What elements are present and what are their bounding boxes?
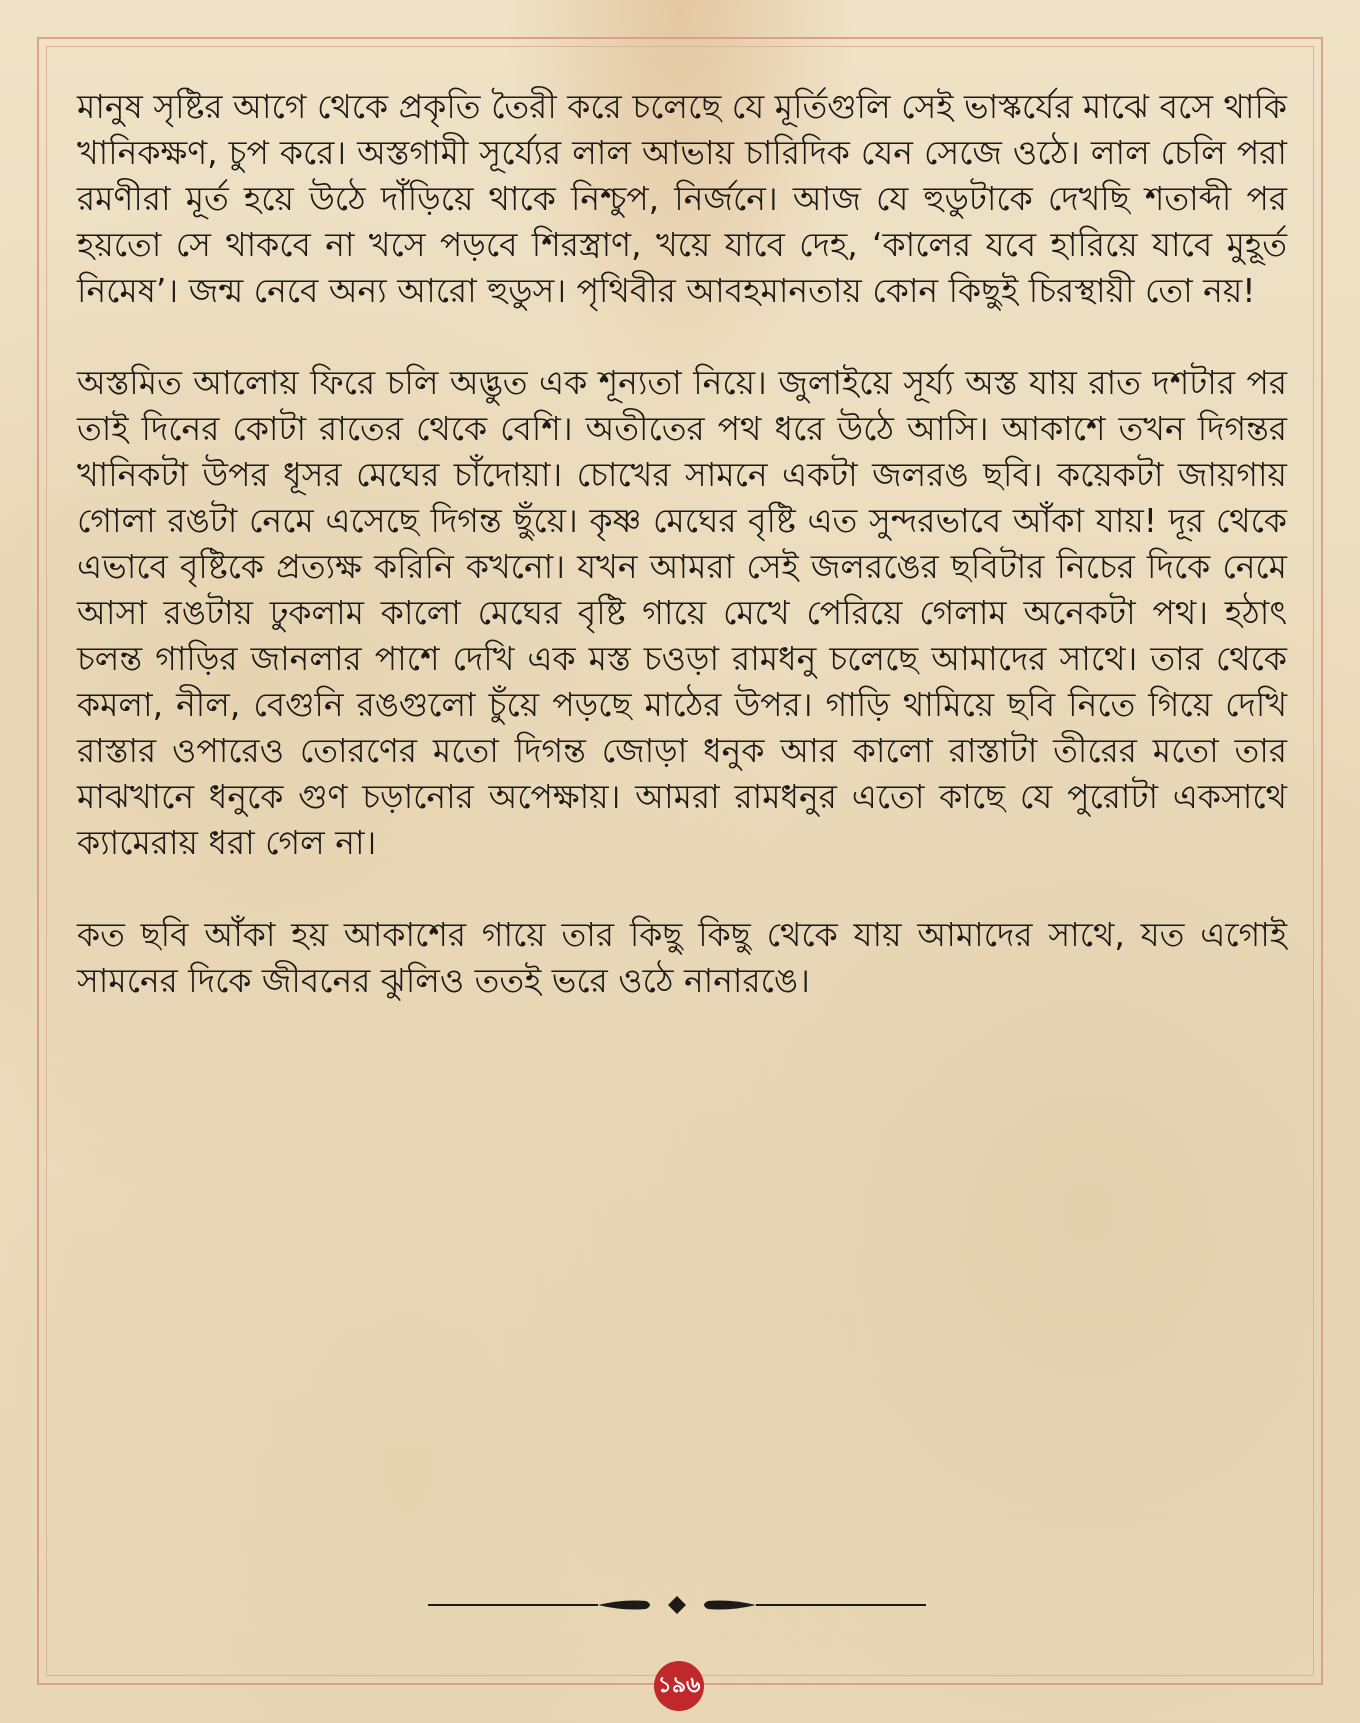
ornamental-divider <box>428 1590 926 1620</box>
paragraph-3: কত ছবি আঁকা হয় আকাশের গায়ে তার কিছু কিছু থেকে যায় আমাদের সাথে, যত এগোই সামনের দিকে জীবনের ঝুলিও ততই ভরে ওঠে নানারঙে। <box>77 915 1287 1000</box>
body-text <box>77 84 1287 1050</box>
paragraph-2: অস্তমিত আলোয় ফিরে চলি অদ্ভুত এক শূন্যতা নিয়ে। জুলাইয়ে সূর্য্য অস্ত যায় রাত দশটার পর তাই দিনের কোটা রাতের থেকে বেশি। অতীতের পথ ধরে উঠে আসি। আকাশে তখন দিগন্তর খানিকটা উপর ধূসর মেঘের চাঁদোয়া। চোখের সামনে একটা জলরঙ ছবি। কয়েকটা জায়গায় গোলা রঙটা নেমে এসেছে দিগন্ত ছুঁয়ে। কৃষ্ণ মেঘের বৃষ্টি এত সুন্দরভাবে আঁকা যায়! দূর থেকে এভাবে বৃষ্টিকে প্রত্যক্ষ করিনি কখনো। যখন আমরা সেই জলরঙের ছবিটার নিচের দিকে নেমে আসা রঙটায় ঢুকলাম কালো মেঘের বৃষ্টি গায়ে মেখে পেরিয়ে গেলাম অনেকটা পথ। হঠাৎ চলন্ত গাড়ির জানলার পাশে দেখি এক মস্ত চওড়া রামধনু চলেছে আমাদের সাথে। তার থেকে কমলা, নীল, বেগুনি রঙগুলো চুঁয়ে পড়ছে মাঠের উপর। গাড়ি থামিয়ে ছবি নিতে গিয়ে দেখি রাস্তার ওপারেও তোরণের মতো দিগন্ত জোড়া ধনুক আর কালো রাস্তাটা তীরের মতো তার মাঝখানে ধনুকে গুণ চড়ানোর অপেক্ষায়। আমরা রামধনুর এতো কাছে যে পুরোটা একসাথে ক্যামেরায় ধরা গেল না। <box>77 363 1287 862</box>
paragraph-1: মানুষ সৃষ্টির আগে থেকে প্রকৃতি তৈরী করে চলেছে যে মূর্তিগুলি সেই ভাস্কর্যের মাঝে বসে থাকি খানিকক্ষণ, চুপ করে। অস্তগামী সূর্য্যের লাল আভায় চারিদিক যেন সেজে ওঠে। লাল চেলি পরা রমণীরা মূর্ত হয়ে উঠে দাঁড়িয়ে থাকে নিশ্চুপ, নির্জনে। আজ যে হুডুটাকে দেখছি শতাব্দী পর হয়তো সে থাকবে না খসে পড়বে শিরস্ত্রাণ, খয়ে যাবে দেহ, ‘কালের যবে হারিয়ে যাবে মুহূর্ত নিমেষ’। জন্ম নেবে অন্য আরো হুডুস। পৃথিবীর আবহমানতায় কোন কিছুই চিরস্থায়ী তো নয়! <box>77 87 1287 310</box>
page-number-badge: ১৯৬ <box>654 1661 704 1711</box>
